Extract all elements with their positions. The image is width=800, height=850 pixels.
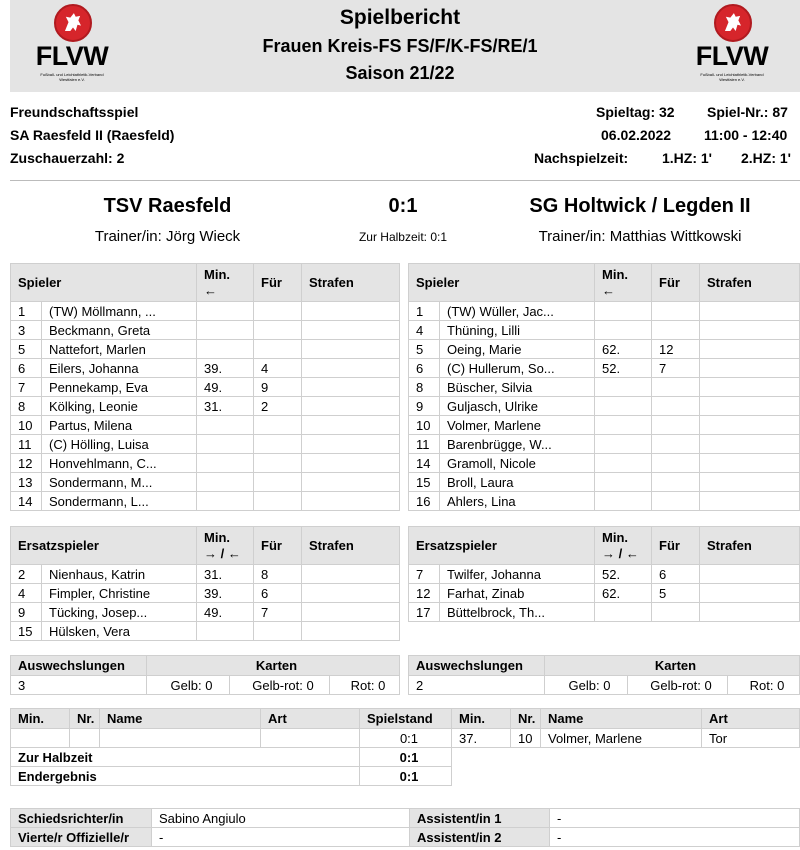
goal-number: 10 [511, 729, 541, 748]
fourth-official-label: Vierte/r Offizielle/r [11, 828, 152, 847]
player-penalty [700, 435, 800, 454]
player-minute [595, 378, 652, 397]
player-for [652, 603, 700, 622]
player-number: 13 [11, 473, 42, 492]
player-minute [595, 454, 652, 473]
table-row [11, 676, 400, 695]
player-number: 10 [11, 416, 42, 435]
player-number: 11 [409, 435, 440, 454]
player-number: 5 [409, 340, 440, 359]
player-for [254, 492, 302, 511]
header-score: Spielstand [360, 709, 452, 729]
player-penalty [302, 435, 400, 454]
table-row [409, 603, 800, 622]
header-type: Art [702, 709, 800, 729]
player-for: 7 [254, 603, 302, 622]
table-header [409, 527, 800, 565]
goal-scorer: Volmer, Marlene [541, 729, 702, 748]
table-row [409, 321, 800, 340]
player-name: Sondermann, L... [42, 492, 197, 511]
yellow-cards: Gelb: 0 [147, 676, 230, 695]
header-type: Art [261, 709, 360, 729]
table-row [11, 622, 400, 641]
header-substitutions: Auswechslungen [11, 656, 147, 676]
away-subs-table [408, 526, 800, 622]
player-number: 6 [409, 359, 440, 378]
table-row [11, 565, 400, 584]
away-trainer: Trainer/in: Matthias Wittkowski [538, 228, 742, 245]
player-for [652, 321, 700, 340]
assistant2-label: Assistent/in 2 [410, 828, 550, 847]
player-number: 12 [409, 584, 440, 603]
table-row [11, 492, 400, 511]
table-header [11, 527, 400, 565]
header-min: Min. [11, 709, 70, 729]
player-for [254, 302, 302, 321]
player-for [652, 454, 700, 473]
player-minute [197, 321, 254, 340]
table-row [409, 473, 800, 492]
player-number: 10 [409, 416, 440, 435]
player-number: 14 [11, 492, 42, 511]
player-penalty [700, 302, 800, 321]
table-row [409, 302, 800, 321]
table-row [409, 416, 800, 435]
player-minute [197, 435, 254, 454]
player-number: 9 [11, 603, 42, 622]
player-name: Oeing, Marie [440, 340, 595, 359]
player-penalty [302, 492, 400, 511]
report-title: Spielbericht [339, 6, 461, 29]
player-minute [595, 302, 652, 321]
goals-table [10, 708, 800, 786]
player-number: 4 [11, 584, 42, 603]
halftime-result: 0:1 [360, 748, 452, 767]
player-name: Barenbrügge, W... [440, 435, 595, 454]
away-team-name: SG Holtwick / Legden II [529, 195, 751, 217]
header-penalties: Strafen [302, 527, 400, 565]
header-nr: Nr. [70, 709, 100, 729]
officials-table [10, 808, 800, 847]
header-for: Für [254, 527, 302, 565]
player-name: Thüning, Lilli [440, 321, 595, 340]
yellow-red-cards: Gelb-rot: 0 [230, 676, 330, 695]
final-row [11, 767, 800, 786]
player-penalty [302, 378, 400, 397]
player-number: 17 [409, 603, 440, 622]
player-penalty [700, 378, 800, 397]
player-penalty [302, 622, 400, 641]
table-row [11, 454, 400, 473]
header-name: Name [100, 709, 261, 729]
player-minute [197, 454, 254, 473]
player-for: 4 [254, 359, 302, 378]
player-name: Büscher, Silvia [440, 378, 595, 397]
player-for [254, 473, 302, 492]
player-minute: 31. [197, 397, 254, 416]
player-name: Pennekamp, Eva [42, 378, 197, 397]
player-penalty [700, 454, 800, 473]
player-penalty [302, 565, 400, 584]
goal-minute: 37. [452, 729, 511, 748]
table-row [409, 340, 800, 359]
player-name: Partus, Milena [42, 416, 197, 435]
player-minute: 62. [595, 340, 652, 359]
player-number: 11 [11, 435, 42, 454]
header-sub-player: Ersatzspieler [11, 527, 197, 565]
divider [10, 180, 800, 181]
player-for [652, 435, 700, 454]
assistant1-label: Assistent/in 1 [410, 809, 550, 828]
player-for [254, 340, 302, 359]
player-name: Farhat, Zinab [440, 584, 595, 603]
table-row [11, 378, 400, 397]
player-name: Fimpler, Christine [42, 584, 197, 603]
header-min: Min. ← [595, 264, 652, 302]
player-name: Tücking, Josep... [42, 603, 197, 622]
header-cards: Karten [147, 656, 400, 676]
player-minute [197, 473, 254, 492]
player-penalty [700, 584, 800, 603]
table-row [11, 340, 400, 359]
assistant2-name: - [550, 828, 800, 847]
goal-cell [261, 729, 360, 748]
table-row [409, 584, 800, 603]
table-row [409, 565, 800, 584]
player-minute: 62. [595, 584, 652, 603]
header-penalties: Strafen [700, 527, 800, 565]
extra-time-second-half: 2.HZ: 1' [741, 150, 792, 166]
player-penalty [302, 359, 400, 378]
matchday: Spieltag: 32 [596, 104, 675, 120]
match-number: Spiel-Nr.: 87 [707, 104, 788, 120]
table-row [409, 676, 800, 695]
season: Saison 21/22 [345, 63, 455, 83]
player-name: Hülsken, Vera [42, 622, 197, 641]
table-row [409, 454, 800, 473]
player-penalty [302, 321, 400, 340]
player-minute [595, 397, 652, 416]
table-row [409, 359, 800, 378]
player-penalty [302, 584, 400, 603]
player-minute [197, 622, 254, 641]
yellow-cards: Gelb: 0 [545, 676, 628, 695]
header-cards: Karten [545, 656, 800, 676]
player-number: 9 [409, 397, 440, 416]
logo-text: FLVW [35, 41, 109, 71]
player-number: 7 [409, 565, 440, 584]
assistant1-name: - [550, 809, 800, 828]
halftime-label: Zur Halbzeit [11, 748, 360, 767]
player-minute [595, 492, 652, 511]
header-min: Min. [452, 709, 511, 729]
player-number: 16 [409, 492, 440, 511]
home-team-name: TSV Raesfeld [103, 195, 232, 217]
player-name: Ahlers, Lina [440, 492, 595, 511]
player-name: (TW) Wüller, Jac... [440, 302, 595, 321]
player-for [254, 622, 302, 641]
header-for: Für [254, 264, 302, 302]
header-player: Spieler [11, 264, 197, 302]
league-name: Frauen Kreis-FS FS/F/K-FS/RE/1 [262, 36, 538, 56]
table-row [409, 378, 800, 397]
goal-cell [11, 729, 70, 748]
player-name: Honvehlmann, C... [42, 454, 197, 473]
player-name: (C) Hullerum, So... [440, 359, 595, 378]
player-penalty [302, 340, 400, 359]
table-row [11, 603, 400, 622]
player-minute [595, 321, 652, 340]
player-number: 4 [409, 321, 440, 340]
home-trainer: Trainer/in: Jörg Wieck [94, 228, 241, 245]
player-name: Twilfer, Johanna [440, 565, 595, 584]
player-penalty [302, 416, 400, 435]
header-player: Spieler [409, 264, 595, 302]
player-name: Broll, Laura [440, 473, 595, 492]
player-number: 15 [409, 473, 440, 492]
player-penalty [700, 603, 800, 622]
player-name: Nienhaus, Katrin [42, 565, 197, 584]
final-label: Endergebnis [11, 767, 360, 786]
header-name: Name [541, 709, 702, 729]
player-penalty [700, 492, 800, 511]
player-minute [595, 603, 652, 622]
player-minute: 39. [197, 359, 254, 378]
player-name: Nattefort, Marlen [42, 340, 197, 359]
player-minute [197, 340, 254, 359]
extra-time-first-half: 1.HZ: 1' [662, 150, 713, 166]
player-for [652, 473, 700, 492]
header-sub-player: Ersatzspieler [409, 527, 595, 565]
away-cards-table [408, 655, 800, 695]
header-penalties: Strafen [302, 264, 400, 302]
player-name: Büttelbrock, Th... [440, 603, 595, 622]
player-penalty [700, 340, 800, 359]
player-for: 12 [652, 340, 700, 359]
table-row [11, 321, 400, 340]
player-number: 15 [11, 622, 42, 641]
player-penalty [700, 473, 800, 492]
table-header [11, 709, 800, 729]
player-for: 6 [254, 584, 302, 603]
player-name: Sondermann, M... [42, 473, 197, 492]
away-players-table [408, 263, 800, 511]
extra-time-label: Nachspielzeit: [534, 150, 629, 166]
goal-cell [100, 729, 261, 748]
player-name: Volmer, Marlene [440, 416, 595, 435]
header-min: Min. → / ← [595, 527, 652, 565]
player-minute: 49. [197, 603, 254, 622]
halftime-row [11, 748, 800, 767]
player-number: 6 [11, 359, 42, 378]
header-min: Min. → / ← [197, 527, 254, 565]
table-header [11, 264, 400, 302]
home-cards-table [10, 655, 400, 695]
player-number: 8 [409, 378, 440, 397]
player-penalty [302, 603, 400, 622]
player-penalty [700, 416, 800, 435]
header-for: Für [652, 264, 700, 302]
player-number: 1 [409, 302, 440, 321]
player-for: 8 [254, 565, 302, 584]
header-min: Min. ← [197, 264, 254, 302]
player-minute [197, 492, 254, 511]
red-cards: Rot: 0 [728, 676, 800, 695]
logo-subtitle: Fußball- und Leichtathletik-Verband Westfalen e.V. [700, 72, 764, 82]
yellow-red-cards: Gelb-rot: 0 [628, 676, 728, 695]
player-for: 6 [652, 565, 700, 584]
referee-label: Schiedsrichter/in [11, 809, 152, 828]
player-name: Beckmann, Greta [42, 321, 197, 340]
player-name: Gramoll, Nicole [440, 454, 595, 473]
player-minute: 39. [197, 584, 254, 603]
player-for [652, 416, 700, 435]
final-score: 0:1 [388, 195, 418, 217]
match-date: 06.02.2022 [601, 127, 672, 143]
table-row [11, 416, 400, 435]
player-for [652, 302, 700, 321]
header-penalties: Strafen [700, 264, 800, 302]
table-row [11, 302, 400, 321]
player-name: (TW) Möllmann, ... [42, 302, 197, 321]
player-minute: 52. [595, 359, 652, 378]
player-number: 7 [11, 378, 42, 397]
substitution-count: 2 [409, 676, 545, 695]
table-row [409, 435, 800, 454]
player-for [254, 321, 302, 340]
player-minute: 52. [595, 565, 652, 584]
table-row [409, 397, 800, 416]
player-number: 1 [11, 302, 42, 321]
player-minute [197, 302, 254, 321]
substitution-count: 3 [11, 676, 147, 695]
table-row [11, 435, 400, 454]
player-penalty [302, 397, 400, 416]
player-for [652, 378, 700, 397]
goal-type: Tor [702, 729, 800, 748]
goal-cell [70, 729, 100, 748]
player-for [254, 435, 302, 454]
player-minute [595, 416, 652, 435]
home-subs-table [10, 526, 400, 641]
player-for: 7 [652, 359, 700, 378]
player-for: 5 [652, 584, 700, 603]
player-for [652, 492, 700, 511]
logo-subtitle: Fußball- und Leichtathletik-Verband Westfalen e.V. [40, 72, 104, 82]
table-header [409, 264, 800, 302]
player-minute: 31. [197, 565, 254, 584]
player-number: 12 [11, 454, 42, 473]
table-row [11, 584, 400, 603]
player-for: 9 [254, 378, 302, 397]
player-penalty [700, 321, 800, 340]
player-for: 2 [254, 397, 302, 416]
match-type: Freundschaftsspiel [10, 104, 139, 120]
player-for [254, 454, 302, 473]
player-for [254, 416, 302, 435]
header-for: Für [652, 527, 700, 565]
header-substitutions: Auswechslungen [409, 656, 545, 676]
fourth-official-name: - [152, 828, 410, 847]
player-minute: 49. [197, 378, 254, 397]
table-row [11, 473, 400, 492]
halftime-score: Zur Halbzeit: 0:1 [358, 230, 448, 244]
player-penalty [302, 473, 400, 492]
player-name: (C) Hölling, Luisa [42, 435, 197, 454]
table-row [11, 359, 400, 378]
final-result: 0:1 [360, 767, 452, 786]
player-number: 5 [11, 340, 42, 359]
spectators: Zuschauerzahl: 2 [10, 150, 125, 166]
red-cards: Rot: 0 [330, 676, 400, 695]
header-nr: Nr. [511, 709, 541, 729]
venue: SA Raesfeld II (Raesfeld) [10, 127, 175, 143]
referee-name: Sabino Angiulo [152, 809, 410, 828]
player-name: Eilers, Johanna [42, 359, 197, 378]
player-number: 14 [409, 454, 440, 473]
goal-row [11, 729, 800, 748]
table-row [409, 492, 800, 511]
table-row [11, 397, 400, 416]
player-penalty [302, 454, 400, 473]
player-number: 8 [11, 397, 42, 416]
player-minute [595, 473, 652, 492]
player-number: 3 [11, 321, 42, 340]
player-penalty [302, 302, 400, 321]
player-name: Kölking, Leonie [42, 397, 197, 416]
goal-score: 0:1 [360, 729, 452, 748]
home-players-table [10, 263, 400, 511]
player-name: Guljasch, Ulrike [440, 397, 595, 416]
player-penalty [700, 359, 800, 378]
logo-text: FLVW [695, 41, 769, 71]
match-time: 11:00 - 12:40 [704, 127, 788, 143]
player-minute [197, 416, 254, 435]
player-for [652, 397, 700, 416]
player-minute [595, 435, 652, 454]
player-number: 2 [11, 565, 42, 584]
player-penalty [700, 565, 800, 584]
player-penalty [700, 397, 800, 416]
